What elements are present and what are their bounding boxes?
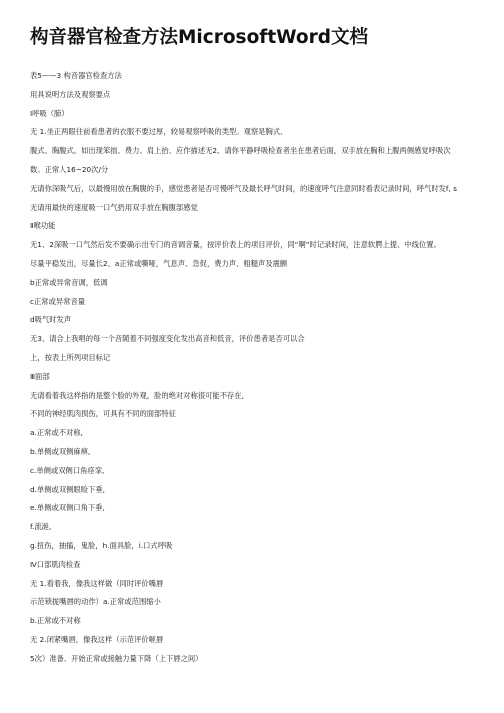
paragraph: 尽量平稳发出，尽量长2、a正常或嘶哑，气息声、急促，费力声、粗糙声及震颤 [30, 258, 288, 268]
paragraph: 腹式、胸腹式。如出现笨拙、费力、肩上抬、应作描述无2、请你平静呼吸检查者坐在患者后面，双手放在胸和上腹两侧感觉呼吸次 [30, 146, 451, 156]
list-item: e.单侧或双侧口角下垂, [30, 503, 105, 513]
paragraph: 无请你深吸气后，以最慢用放在胸腹的手，感觉患者是否可慢呼气及最长呼气时间，的速度呼气注意同时看表记录时间，呼气时发f, s [30, 183, 457, 193]
section-heading: Ⅳ口部肌肉检查 [30, 559, 81, 569]
paragraph: 5次）准备、开始正常或接触力量下降（上下唇之间） [30, 653, 203, 663]
paragraph: c正常或异常音量 [30, 296, 86, 306]
document-body [30, 70, 482, 664]
paragraph: 上，按表上所列项目标记 [30, 352, 111, 362]
paragraph: 数。正常人16~20次/分 [30, 164, 109, 174]
paragraph: 不同的神经肌肉损伤，可具有不同的面部特征 [30, 409, 176, 419]
paragraph: 无 1.坐正两眼往前看患者的衣服不要过厚，较易观察呼吸的类型。观察是胸式、 [30, 127, 288, 137]
paragraph: 无3、请合上我唱的每一个音随着不同强度变化发出高音和低音，评价患者是否可以合 [30, 334, 305, 344]
section-heading: Ⅲ面部 [30, 371, 50, 381]
section-heading: Ⅱ喉功能 [30, 221, 56, 231]
paragraph: 无请用最快的速度吸一口气扔用双手放在胸腹部感觉 [30, 202, 198, 212]
paragraph: b正常或异常音调，低调 [30, 277, 108, 287]
paragraph: 无1、2深吸一口气然后发不要确示出专门的音调音量，按评价表上的项目评价，同“啊”时记录时间，注意软腭上提、中线位置。 [30, 240, 441, 250]
list-item: a.正常或不对称, [30, 428, 83, 438]
list-item: b.单侧或双侧麻痹, [30, 446, 91, 456]
list-item: c.单侧或双侧口角痉挛, [30, 465, 105, 475]
paragraph: 表5——3 构音器官检查方法 [30, 71, 122, 80]
document-title: 构音器官检查方法MicrosoftWord文档 [30, 27, 368, 48]
paragraph: 无 1.看着我，像我这样做（同时评价嘴唇 [30, 578, 164, 588]
list-item: g.扭伤，抽搐，鬼脸，h.面具脸，i.口式呼吸 [30, 540, 173, 550]
section-heading: Ⅰ呼吸（肺） [30, 108, 69, 118]
paragraph: 用具说明方法及观察要点 [30, 89, 111, 99]
list-item: f.流涎, [30, 522, 52, 532]
paragraph: b.正常或不对称 [30, 616, 81, 626]
paragraph: 无请看着我这样指的是整个脸的外观，脸的绝对对称很可能不存在, [30, 390, 244, 400]
paragraph: 无 2.闭紧嘴唇，像我这样（示范评价咂唇 [30, 634, 164, 644]
paragraph: d吸气时发声 [30, 315, 72, 325]
list-item: d.单侧或双侧眼睑下垂, [30, 484, 105, 494]
paragraph: 示范锁拢嘴唇的动作）a.正常或范围缩小 [30, 597, 161, 607]
